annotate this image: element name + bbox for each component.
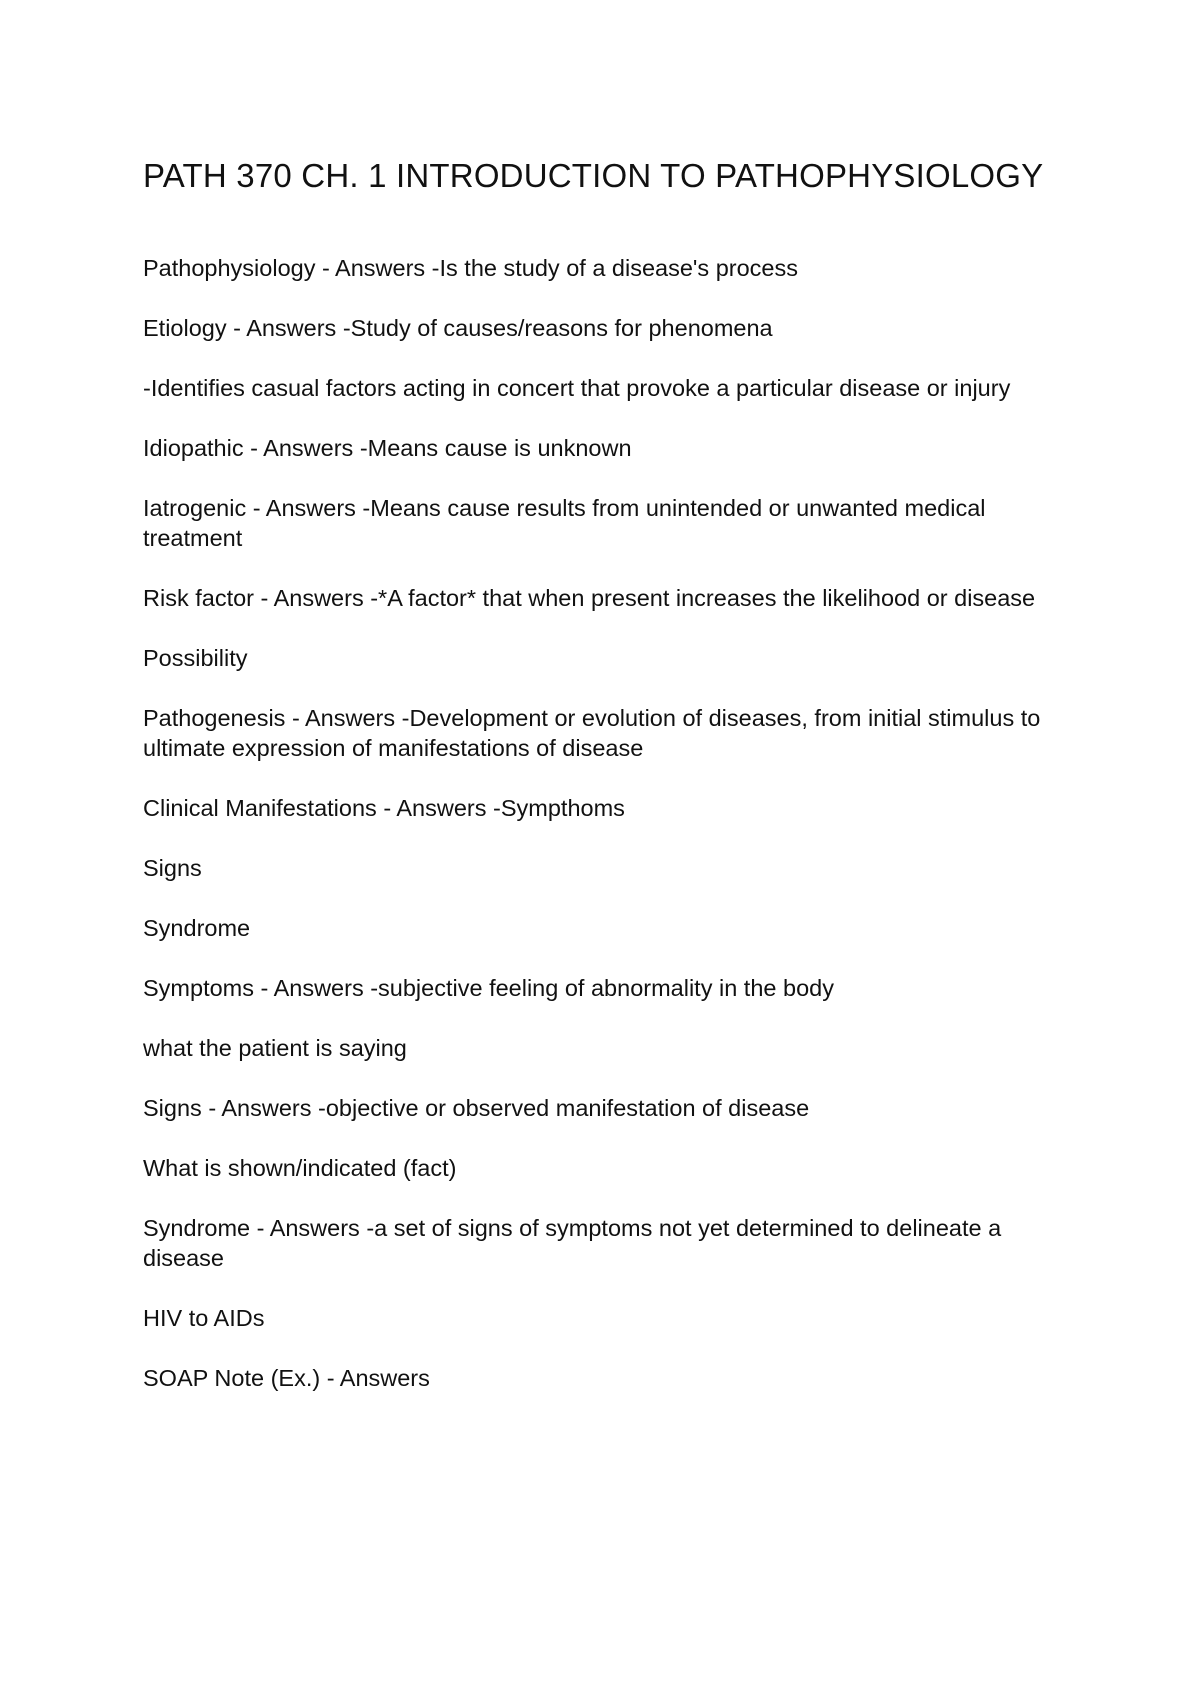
entry-pathogenesis: Pathogenesis - Answers -Development or evolution of diseases, from initial stimulus to ultimate expression of manifestations of disease [143,705,1041,761]
entry-signs-detail: What is shown/indicated (fact) [143,1155,457,1181]
entry-syndrome: Syndrome - Answers -a set of signs of symptoms not yet determined to delineate a disease [143,1215,1002,1271]
entry-risk-factor: Risk factor - Answers -*A factor* that when present increases the likelihood or disease [143,585,1036,611]
page-title: PATH 370 CH. 1 INTRODUCTION TO PATHOPHYSIOLOGY [143,157,1044,194]
entry-syndrome-example: HIV to AIDs [143,1305,265,1331]
entry-etiology-detail: -Identifies casual factors acting in concert that provoke a particular disease or injury [143,375,1011,401]
entry-soap-note: SOAP Note (Ex.) - Answers [143,1365,430,1391]
entry-clinical-manifestations: Clinical Manifestations - Answers -Sympthoms [143,795,625,821]
entry-pathophysiology: Pathophysiology - Answers -Is the study of a disease's process [143,255,798,281]
entry-symptoms: Symptoms - Answers -subjective feeling of abnormality in the body [143,975,834,1001]
entry-symptoms-detail: what the patient is saying [143,1035,407,1061]
entry-iatrogenic: Iatrogenic - Answers -Means cause results from unintended or unwanted medical treatment [143,495,986,551]
entry-possibility: Possibility [143,645,248,671]
entry-etiology: Etiology - Answers -Study of causes/reasons for phenomena [143,315,773,341]
entry-signs: Signs - Answers -objective or observed manifestation of disease [143,1095,810,1121]
document-body [143,253,1063,1393]
entry-syndrome-label: Syndrome [143,915,251,941]
entry-signs-label: Signs [143,855,202,881]
entry-idiopathic: Idiopathic - Answers -Means cause is unknown [143,435,632,461]
